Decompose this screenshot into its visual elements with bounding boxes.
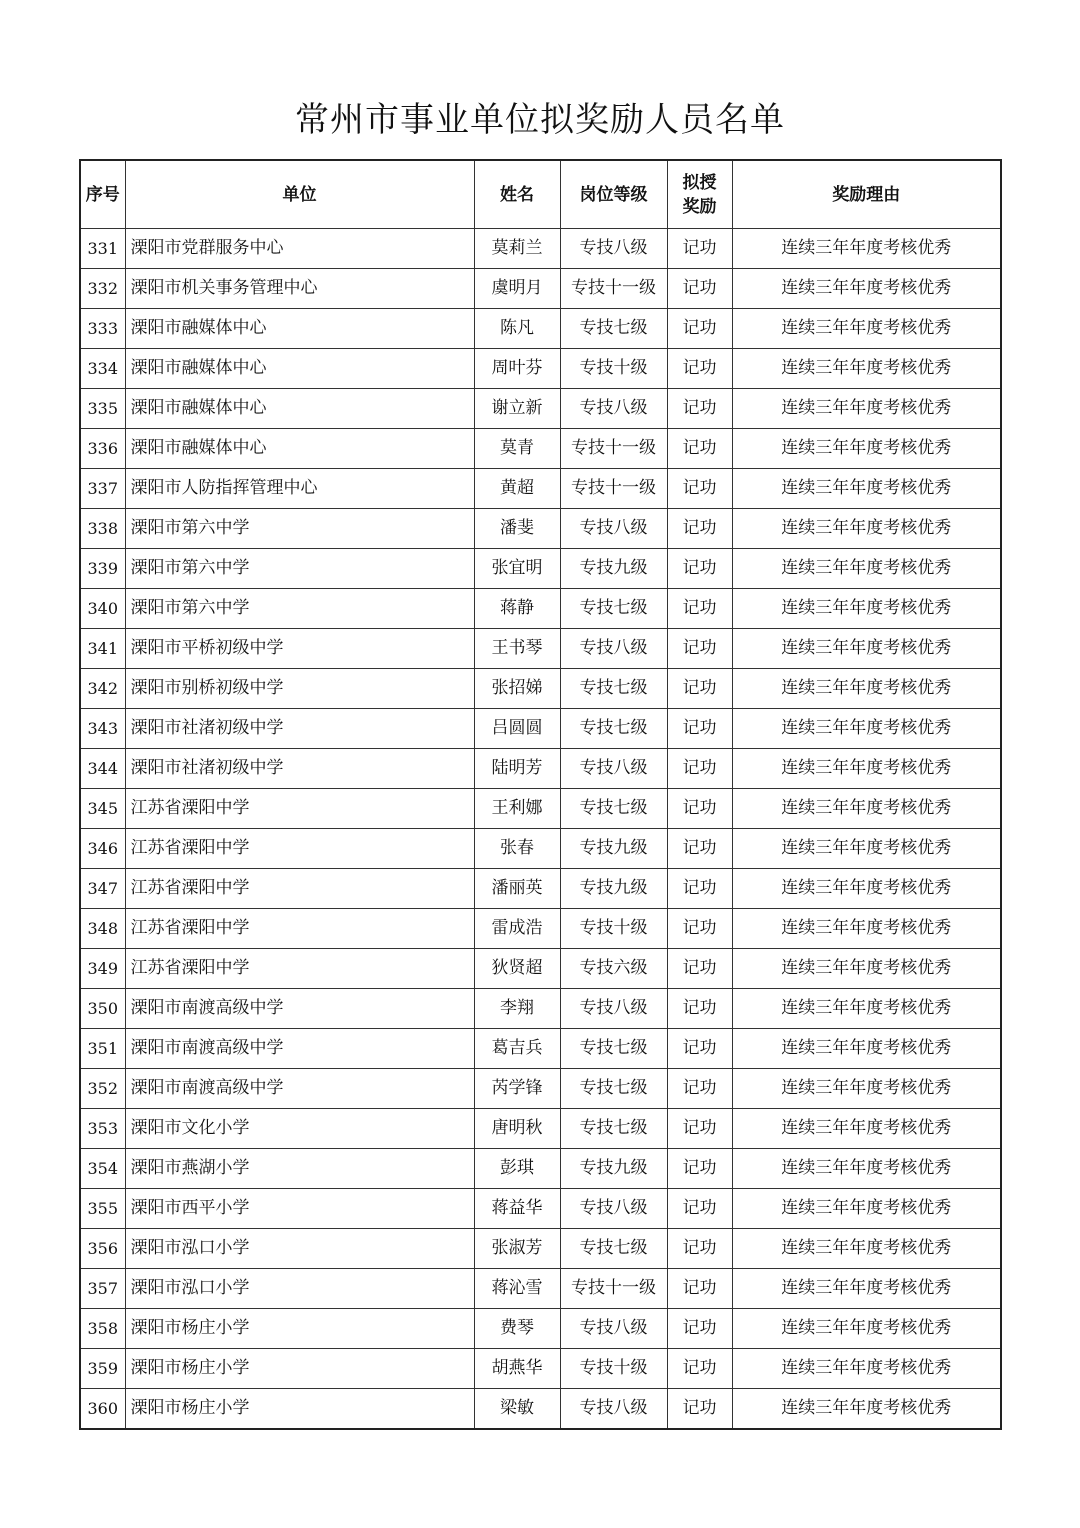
cell-no: 343 [80, 709, 125, 749]
cell-name: 莫青 [474, 429, 560, 469]
cell-award: 记功 [667, 789, 732, 829]
cell-reason: 连续三年年度考核优秀 [732, 989, 1001, 1029]
cell-name: 陆明芳 [474, 749, 560, 789]
award-list-table [79, 159, 1002, 1430]
table-row [80, 269, 1001, 309]
table-header-row [80, 160, 1001, 229]
cell-level: 专技八级 [560, 1389, 667, 1430]
header-unit: 单位 [125, 160, 474, 229]
cell-name: 李翔 [474, 989, 560, 1029]
cell-name: 蒋沁雪 [474, 1269, 560, 1309]
cell-no: 348 [80, 909, 125, 949]
cell-level: 专技十级 [560, 349, 667, 389]
cell-award: 记功 [667, 749, 732, 789]
cell-level: 专技十一级 [560, 1269, 667, 1309]
cell-no: 360 [80, 1389, 125, 1430]
cell-award: 记功 [667, 1109, 732, 1149]
table-row [80, 909, 1001, 949]
cell-unit: 溧阳市文化小学 [125, 1109, 474, 1149]
cell-name: 张招娣 [474, 669, 560, 709]
cell-level: 专技八级 [560, 1309, 667, 1349]
table-body [80, 229, 1001, 1430]
cell-level: 专技七级 [560, 589, 667, 629]
cell-no: 337 [80, 469, 125, 509]
cell-reason: 连续三年年度考核优秀 [732, 869, 1001, 909]
cell-level: 专技七级 [560, 1229, 667, 1269]
cell-level: 专技八级 [560, 509, 667, 549]
cell-no: 351 [80, 1029, 125, 1069]
cell-reason: 连续三年年度考核优秀 [732, 429, 1001, 469]
table-row [80, 949, 1001, 989]
cell-award: 记功 [667, 589, 732, 629]
cell-unit: 溧阳市南渡高级中学 [125, 1069, 474, 1109]
cell-name: 潘丽英 [474, 869, 560, 909]
cell-reason: 连续三年年度考核优秀 [732, 549, 1001, 589]
cell-unit: 江苏省溧阳中学 [125, 949, 474, 989]
cell-name: 张淑芳 [474, 1229, 560, 1269]
table-row [80, 749, 1001, 789]
table-row [80, 349, 1001, 389]
cell-level: 专技七级 [560, 1109, 667, 1149]
cell-reason: 连续三年年度考核优秀 [732, 509, 1001, 549]
cell-unit: 溧阳市人防指挥管理中心 [125, 469, 474, 509]
table-row [80, 829, 1001, 869]
cell-level: 专技十级 [560, 909, 667, 949]
cell-reason: 连续三年年度考核优秀 [732, 1269, 1001, 1309]
cell-name: 吕圆圆 [474, 709, 560, 749]
cell-unit: 溧阳市第六中学 [125, 589, 474, 629]
cell-unit: 溧阳市别桥初级中学 [125, 669, 474, 709]
cell-no: 331 [80, 229, 125, 269]
cell-no: 341 [80, 629, 125, 669]
cell-no: 336 [80, 429, 125, 469]
cell-reason: 连续三年年度考核优秀 [732, 1349, 1001, 1389]
table-row [80, 789, 1001, 829]
table-row [80, 1069, 1001, 1109]
cell-reason: 连续三年年度考核优秀 [732, 829, 1001, 869]
cell-award: 记功 [667, 1309, 732, 1349]
cell-no: 345 [80, 789, 125, 829]
cell-reason: 连续三年年度考核优秀 [732, 309, 1001, 349]
table-row [80, 1189, 1001, 1229]
table-row [80, 1269, 1001, 1309]
header-no: 序号 [80, 160, 125, 229]
cell-unit: 溧阳市杨庄小学 [125, 1349, 474, 1389]
cell-no: 353 [80, 1109, 125, 1149]
cell-name: 黄超 [474, 469, 560, 509]
cell-name: 费琴 [474, 1309, 560, 1349]
cell-reason: 连续三年年度考核优秀 [732, 669, 1001, 709]
cell-level: 专技十一级 [560, 429, 667, 469]
cell-name: 张春 [474, 829, 560, 869]
cell-level: 专技七级 [560, 669, 667, 709]
cell-unit: 溧阳市社渚初级中学 [125, 749, 474, 789]
cell-reason: 连续三年年度考核优秀 [732, 1389, 1001, 1430]
cell-level: 专技八级 [560, 629, 667, 669]
cell-reason: 连续三年年度考核优秀 [732, 709, 1001, 749]
cell-level: 专技八级 [560, 1189, 667, 1229]
cell-award: 记功 [667, 309, 732, 349]
table-row [80, 589, 1001, 629]
cell-award: 记功 [667, 629, 732, 669]
header-name: 姓名 [474, 160, 560, 229]
table-row [80, 1029, 1001, 1069]
cell-award: 记功 [667, 1389, 732, 1430]
cell-award: 记功 [667, 429, 732, 469]
cell-reason: 连续三年年度考核优秀 [732, 629, 1001, 669]
cell-name: 蒋静 [474, 589, 560, 629]
cell-name: 王书琴 [474, 629, 560, 669]
cell-no: 355 [80, 1189, 125, 1229]
table-row [80, 669, 1001, 709]
cell-name: 陈凡 [474, 309, 560, 349]
cell-name: 狄贤超 [474, 949, 560, 989]
table-row [80, 1349, 1001, 1389]
cell-unit: 溧阳市党群服务中心 [125, 229, 474, 269]
table-row [80, 709, 1001, 749]
cell-award: 记功 [667, 1149, 732, 1189]
table-row [80, 469, 1001, 509]
cell-award: 记功 [667, 1229, 732, 1269]
cell-unit: 溧阳市泓口小学 [125, 1269, 474, 1309]
cell-level: 专技九级 [560, 1149, 667, 1189]
cell-award: 记功 [667, 229, 732, 269]
cell-unit: 溧阳市南渡高级中学 [125, 1029, 474, 1069]
cell-reason: 连续三年年度考核优秀 [732, 909, 1001, 949]
cell-level: 专技七级 [560, 789, 667, 829]
cell-award: 记功 [667, 1029, 732, 1069]
cell-award: 记功 [667, 269, 732, 309]
table-row [80, 869, 1001, 909]
cell-name: 彭琪 [474, 1149, 560, 1189]
cell-no: 349 [80, 949, 125, 989]
cell-no: 332 [80, 269, 125, 309]
cell-unit: 溧阳市融媒体中心 [125, 389, 474, 429]
cell-unit: 溧阳市南渡高级中学 [125, 989, 474, 1029]
cell-unit: 溧阳市西平小学 [125, 1189, 474, 1229]
cell-award: 记功 [667, 909, 732, 949]
cell-no: 358 [80, 1309, 125, 1349]
cell-unit: 江苏省溧阳中学 [125, 909, 474, 949]
cell-level: 专技七级 [560, 309, 667, 349]
cell-unit: 溧阳市泓口小学 [125, 1229, 474, 1269]
cell-no: 359 [80, 1349, 125, 1389]
cell-reason: 连续三年年度考核优秀 [732, 749, 1001, 789]
cell-award: 记功 [667, 1069, 732, 1109]
cell-level: 专技六级 [560, 949, 667, 989]
cell-unit: 溧阳市燕湖小学 [125, 1149, 474, 1189]
cell-unit: 江苏省溧阳中学 [125, 789, 474, 829]
cell-reason: 连续三年年度考核优秀 [732, 1069, 1001, 1109]
cell-award: 记功 [667, 709, 732, 749]
cell-name: 梁敏 [474, 1389, 560, 1430]
cell-no: 354 [80, 1149, 125, 1189]
cell-no: 339 [80, 549, 125, 589]
cell-name: 莫莉兰 [474, 229, 560, 269]
table-row [80, 1149, 1001, 1189]
cell-award: 记功 [667, 549, 732, 589]
cell-reason: 连续三年年度考核优秀 [732, 469, 1001, 509]
cell-award: 记功 [667, 1349, 732, 1389]
cell-level: 专技十级 [560, 1349, 667, 1389]
cell-award: 记功 [667, 1189, 732, 1229]
header-award-line2: 奖励 [682, 196, 717, 217]
cell-no: 346 [80, 829, 125, 869]
cell-unit: 江苏省溧阳中学 [125, 869, 474, 909]
cell-award: 记功 [667, 389, 732, 429]
table-row [80, 1109, 1001, 1149]
cell-no: 340 [80, 589, 125, 629]
table-row [80, 309, 1001, 349]
cell-no: 352 [80, 1069, 125, 1109]
cell-name: 张宜明 [474, 549, 560, 589]
cell-name: 虞明月 [474, 269, 560, 309]
cell-unit: 溧阳市融媒体中心 [125, 349, 474, 389]
cell-no: 333 [80, 309, 125, 349]
cell-award: 记功 [667, 349, 732, 389]
cell-award: 记功 [667, 669, 732, 709]
cell-unit: 江苏省溧阳中学 [125, 829, 474, 869]
cell-level: 专技七级 [560, 1029, 667, 1069]
cell-reason: 连续三年年度考核优秀 [732, 949, 1001, 989]
cell-reason: 连续三年年度考核优秀 [732, 349, 1001, 389]
table-row [80, 1309, 1001, 1349]
table-row [80, 229, 1001, 269]
cell-reason: 连续三年年度考核优秀 [732, 1109, 1001, 1149]
table-row [80, 1229, 1001, 1269]
table-row [80, 429, 1001, 469]
cell-level: 专技八级 [560, 389, 667, 429]
cell-no: 344 [80, 749, 125, 789]
cell-reason: 连续三年年度考核优秀 [732, 389, 1001, 429]
page-title: 常州市事业单位拟奖励人员名单 [295, 100, 785, 140]
cell-no: 342 [80, 669, 125, 709]
cell-level: 专技九级 [560, 549, 667, 589]
cell-reason: 连续三年年度考核优秀 [732, 589, 1001, 629]
table-row [80, 1389, 1001, 1430]
cell-award: 记功 [667, 869, 732, 909]
cell-award: 记功 [667, 509, 732, 549]
cell-name: 谢立新 [474, 389, 560, 429]
cell-reason: 连续三年年度考核优秀 [732, 229, 1001, 269]
table-row [80, 989, 1001, 1029]
cell-reason: 连续三年年度考核优秀 [732, 1029, 1001, 1069]
cell-name: 潘斐 [474, 509, 560, 549]
cell-level: 专技七级 [560, 1069, 667, 1109]
cell-name: 葛吉兵 [474, 1029, 560, 1069]
cell-no: 338 [80, 509, 125, 549]
cell-reason: 连续三年年度考核优秀 [732, 1229, 1001, 1269]
cell-award: 记功 [667, 949, 732, 989]
cell-award: 记功 [667, 469, 732, 509]
cell-name: 王利娜 [474, 789, 560, 829]
cell-unit: 溧阳市第六中学 [125, 509, 474, 549]
cell-reason: 连续三年年度考核优秀 [732, 789, 1001, 829]
cell-level: 专技八级 [560, 989, 667, 1029]
cell-no: 357 [80, 1269, 125, 1309]
header-award-line1: 拟授 [682, 172, 717, 193]
cell-award: 记功 [667, 989, 732, 1029]
cell-unit: 溧阳市融媒体中心 [125, 429, 474, 469]
cell-reason: 连续三年年度考核优秀 [732, 1309, 1001, 1349]
cell-no: 350 [80, 989, 125, 1029]
cell-name: 蒋益华 [474, 1189, 560, 1229]
header-award [667, 160, 732, 229]
cell-no: 347 [80, 869, 125, 909]
cell-no: 356 [80, 1229, 125, 1269]
header-reason: 奖励理由 [732, 160, 1001, 229]
cell-name: 唐明秋 [474, 1109, 560, 1149]
table-row [80, 389, 1001, 429]
cell-reason: 连续三年年度考核优秀 [732, 1189, 1001, 1229]
cell-level: 专技七级 [560, 709, 667, 749]
cell-award: 记功 [667, 1269, 732, 1309]
cell-level: 专技十一级 [560, 469, 667, 509]
cell-award: 记功 [667, 829, 732, 869]
cell-name: 芮学锋 [474, 1069, 560, 1109]
header-level: 岗位等级 [560, 160, 667, 229]
table-row [80, 509, 1001, 549]
cell-unit: 溧阳市平桥初级中学 [125, 629, 474, 669]
cell-reason: 连续三年年度考核优秀 [732, 1149, 1001, 1189]
cell-name: 胡燕华 [474, 1349, 560, 1389]
cell-unit: 溧阳市杨庄小学 [125, 1389, 474, 1430]
cell-unit: 溧阳市第六中学 [125, 549, 474, 589]
cell-level: 专技八级 [560, 749, 667, 789]
cell-unit: 溧阳市融媒体中心 [125, 309, 474, 349]
table-row [80, 549, 1001, 589]
cell-reason: 连续三年年度考核优秀 [732, 269, 1001, 309]
table-row [80, 629, 1001, 669]
cell-no: 334 [80, 349, 125, 389]
cell-unit: 溧阳市机关事务管理中心 [125, 269, 474, 309]
cell-name: 周叶芬 [474, 349, 560, 389]
cell-level: 专技九级 [560, 829, 667, 869]
cell-level: 专技八级 [560, 229, 667, 269]
cell-level: 专技十一级 [560, 269, 667, 309]
cell-unit: 溧阳市社渚初级中学 [125, 709, 474, 749]
cell-no: 335 [80, 389, 125, 429]
cell-unit: 溧阳市杨庄小学 [125, 1309, 474, 1349]
cell-level: 专技九级 [560, 869, 667, 909]
cell-name: 雷成浩 [474, 909, 560, 949]
